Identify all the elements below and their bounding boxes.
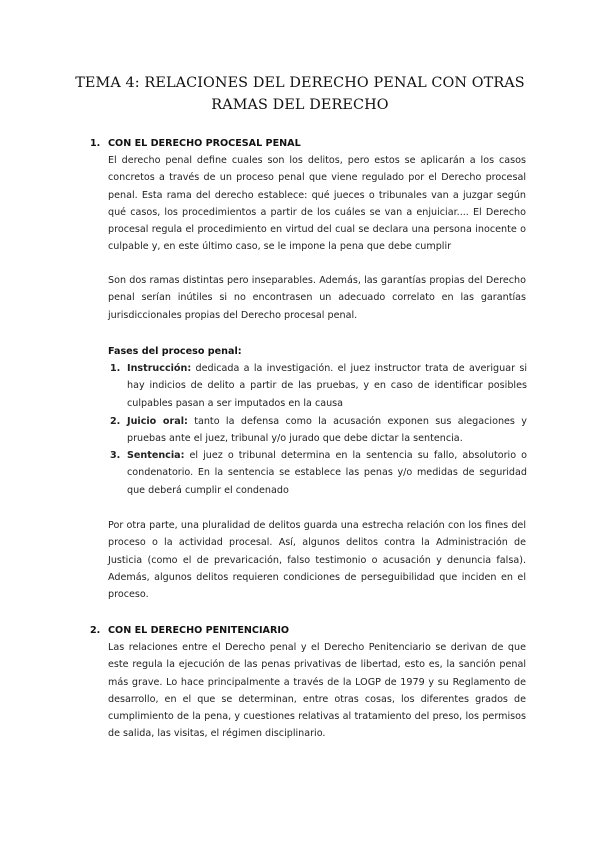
phase-1-number: 1. bbox=[110, 363, 121, 374]
section-1-number: 1. bbox=[90, 138, 101, 149]
phases-heading: Fases del proceso penal: bbox=[108, 346, 242, 357]
phase-3-number: 3. bbox=[110, 450, 121, 461]
section-2-heading-text: CON EL DERECHO PENITENCIARIO bbox=[108, 625, 290, 636]
section-2-heading bbox=[90, 623, 289, 638]
phase-1-text: dedicada a la investigación. el juez instructor trata de averiguar si hay indicios de delito a partir de las pruebas, y en caso de identificar posibles culpables pasan a ser imputados en la causa bbox=[127, 363, 527, 409]
phase-item-2 bbox=[110, 413, 527, 448]
phase-2-text: tanto la defensa como la acusación exponen sus alegaciones y pruebas ante el juez, tribunal y/o jurado que debe dictar la sentencia. bbox=[127, 416, 527, 445]
section-2-paragraph-1: Las relaciones entre el Derecho penal y el Derecho Penitenciario se derivan de que este regula la ejecución de las penas privativas de libertad, esto es, la sanción penal más grave. Lo hace principalmente a través de la LOGP de 1979 y su Reglamento de desarrollo, en el que se determinan, entre otras cosas, los diferentes grados de cumplimiento de la pena, y cuestiones relativas al tratamiento del preso, los permisos de salida, las visitas, el régimen disciplinario. bbox=[108, 642, 526, 740]
phase-3-term: Sentencia: bbox=[127, 450, 185, 461]
phase-item-3 bbox=[110, 447, 527, 499]
title-line-2: RAMAS DEL DERECHO bbox=[211, 97, 389, 113]
section-1-paragraph-1: El derecho penal define cuales son los delitos, pero estos se aplicarán a los casos concretos a través de un proceso penal que viene regulado por el Derecho procesal penal. Esta rama del derecho establece: qué jueces o tribunales van a juzgar según qué casos, los procedimientos a partir de los cuáles se van a enjuiciar.... El Derecho procesal regula el procedimiento en virtud del cual se declara una persona inocente o culpable y, en este último caso, se le impone la pena que debe cumplir bbox=[108, 155, 526, 253]
section-2-number: 2. bbox=[90, 625, 101, 636]
section-1-heading-text: CON EL DERECHO PROCESAL PENAL bbox=[108, 138, 301, 149]
phase-1-term: Instrucción: bbox=[127, 363, 192, 374]
section-1-paragraph-3: Por otra parte, una pluralidad de delitos guarda una estrecha relación con los fines del proceso o la actividad procesal. Así, algunos delitos contra la Administración de Justicia (como el de prevaricación, falso testimonio o acusación y denuncia falsa). Además, algunos delitos requieren condiciones de perseguibilidad que inciden en el proceso. bbox=[108, 520, 526, 601]
phase-3-text: el juez o tribunal determina en la sentencia su fallo, absolutorio o condenatorio. En la sentencia se establece las penas y/o medidas de seguridad que deberá cumplir el condenado bbox=[127, 450, 527, 496]
document-title bbox=[60, 72, 540, 116]
section-1-heading bbox=[90, 136, 301, 151]
title-line-1: TEMA 4: RELACIONES DEL DERECHO PENAL CON OTRAS bbox=[75, 75, 525, 91]
phase-2-number: 2. bbox=[110, 416, 121, 427]
phase-item-1 bbox=[110, 360, 527, 412]
section-1-paragraph-2: Son dos ramas distintas pero inseparables. Además, las garantías propias del Derecho penal serían inútiles si no encontrasen un adecuado correlato en las garantías jurisdiccionales propias del Derecho procesal penal. bbox=[108, 275, 526, 321]
phase-2-term: Juicio oral: bbox=[127, 416, 188, 427]
